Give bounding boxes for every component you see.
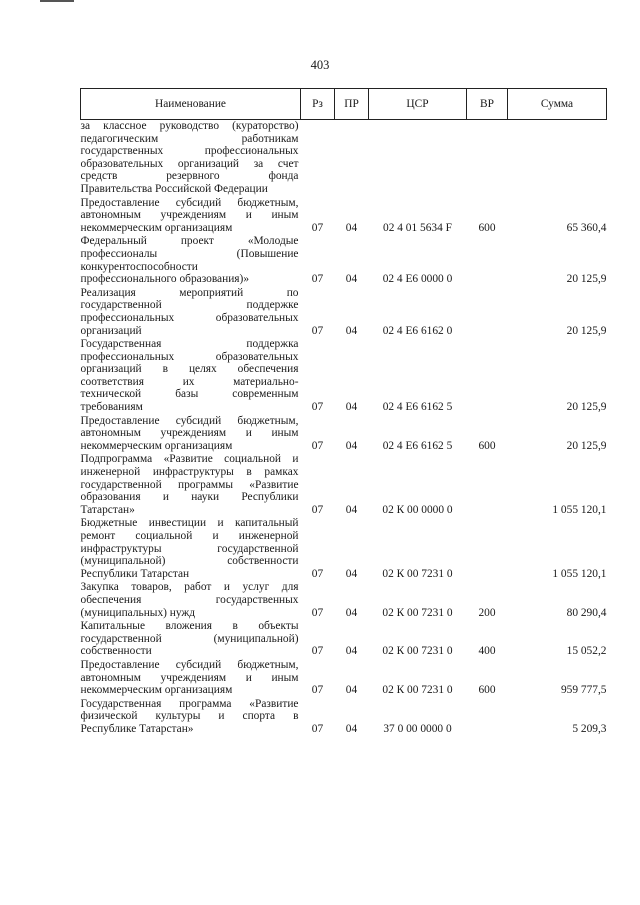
row-pr: 04	[345, 221, 358, 234]
row-name	[81, 698, 301, 737]
row-pr: 04	[345, 606, 358, 619]
row-name-line: педагогическим работникам	[80, 132, 299, 145]
row-name	[81, 197, 301, 236]
row-name-line: организаций	[80, 324, 142, 337]
row-sum: 80 290,4	[566, 606, 607, 619]
row-rz: 07	[311, 439, 324, 452]
row-rz: 07	[311, 221, 324, 234]
row-name-line: физической культуры и спорта в	[80, 710, 299, 723]
row-name-line: организаций в целях обеспечения	[80, 363, 299, 376]
row-name-line: профессиональных образовательных	[80, 350, 299, 363]
row-name-line: технической базы современным	[80, 388, 299, 401]
row-vr	[467, 235, 508, 286]
header-vr: ВР	[467, 89, 508, 120]
row-rz: 07	[311, 567, 324, 580]
table-row	[81, 581, 607, 620]
row-vr	[467, 287, 508, 338]
row-pr: 04	[345, 439, 358, 452]
row-csr: 02 К 00 7231 0	[382, 645, 453, 658]
row-name-line: соответствия их материально-	[80, 375, 299, 388]
row-rz: 07	[311, 503, 324, 516]
table-row	[81, 453, 607, 517]
table-row	[81, 197, 607, 236]
row-name-line: Республике Татарстан»	[80, 722, 194, 735]
row-pr: 04	[345, 401, 358, 414]
row-name-line: профессионалы (Повышение	[80, 247, 299, 260]
row-name-line: инженерной инфраструктуры в рамках	[80, 466, 299, 479]
row-name-line: автономным учреждениям и иным	[80, 209, 299, 222]
row-name-line: Реализация мероприятий по	[80, 286, 299, 299]
table-row	[81, 120, 607, 197]
table-row	[81, 235, 607, 286]
row-vr: 600	[478, 221, 496, 234]
row-name-line: образования и науки Республики	[80, 491, 299, 504]
row-sum: 20 125,9	[566, 324, 607, 337]
row-name-line: собственности	[80, 645, 152, 658]
row-sum: 1 055 120,1	[552, 567, 607, 580]
row-csr: 02 К 00 7231 0	[382, 606, 453, 619]
header-csr: ЦСР	[369, 89, 467, 120]
row-sum: 65 360,4	[566, 221, 607, 234]
row-sum: 20 125,9	[566, 401, 607, 414]
row-rz: 07	[311, 401, 324, 414]
scan-mark	[40, 0, 74, 2]
row-sum: 5 209,3	[572, 722, 607, 735]
row-vr	[467, 120, 508, 197]
row-rz	[301, 120, 335, 197]
row-name-line: Татарстан»	[80, 503, 135, 516]
table-row	[81, 338, 607, 415]
row-rz: 07	[311, 645, 324, 658]
row-name-line: конкурентоспособности	[80, 260, 198, 273]
row-name-line: Правительства Российской Федерации	[80, 182, 268, 195]
row-name-line: Предоставление субсидий бюджетным,	[80, 196, 299, 209]
row-name-line: Закупка товаров, работ и услуг для	[80, 581, 299, 594]
row-rz: 07	[311, 324, 324, 337]
row-name-line: Государственная поддержка	[80, 338, 299, 351]
row-rz: 07	[311, 273, 324, 286]
table-body	[81, 120, 607, 737]
row-pr: 04	[345, 324, 358, 337]
row-name	[81, 338, 301, 415]
row-csr: 02 К 00 7231 0	[382, 567, 453, 580]
table-header-row	[81, 89, 607, 120]
row-name-line: некоммерческим организациям	[80, 221, 233, 234]
row-csr: 02 К 00 7231 0	[382, 684, 453, 697]
row-csr: 02 4 Е6 6162 5	[382, 401, 453, 414]
row-pr: 04	[345, 645, 358, 658]
row-name-line: Подпрограмма «Развитие социальной и	[80, 453, 299, 466]
page-number: 403	[310, 58, 330, 72]
row-name-line: государственной (муниципальной)	[80, 632, 299, 645]
row-csr: 02 4 Е6 0000 0	[382, 273, 453, 286]
row-name	[81, 415, 301, 454]
row-name-line: автономным учреждениям и иным	[80, 427, 299, 440]
row-csr: 37 0 00 0000 0	[383, 722, 452, 735]
row-csr: 02 4 Е6 6162 0	[382, 324, 453, 337]
budget-table	[80, 88, 607, 737]
row-name-line: государственной поддержке	[80, 299, 299, 312]
row-name-line: за классное руководство (кураторство)	[80, 120, 299, 132]
row-name-line: государственных профессиональных	[80, 145, 299, 158]
row-sum: 959 777,5	[560, 684, 607, 697]
row-rz: 07	[311, 722, 324, 735]
row-name-line: государственной программы «Развитие	[80, 478, 299, 491]
row-name-line: (муниципальных) нужд	[80, 606, 196, 619]
row-rz: 07	[311, 606, 324, 619]
table-row	[81, 287, 607, 338]
row-name-line: Республики Татарстан	[80, 567, 190, 580]
row-pr	[335, 120, 369, 197]
table-row	[81, 620, 607, 659]
row-pr: 04	[345, 567, 358, 580]
row-name-line: Федеральный проект «Молодые	[80, 235, 299, 248]
row-name-line: Предоставление субсидий бюджетным,	[80, 414, 299, 427]
row-name-line: профессионального образования)»	[80, 273, 250, 286]
row-name-line: некоммерческим организациям	[80, 439, 233, 452]
row-name-line: инфраструктуры государственной	[80, 542, 299, 555]
row-vr	[467, 453, 508, 517]
row-sum: 20 125,9	[566, 439, 607, 452]
table-row	[81, 415, 607, 454]
row-csr	[369, 120, 467, 197]
row-name-line: образовательных организаций за счет	[80, 157, 299, 170]
row-vr: 600	[478, 439, 496, 452]
row-sum: 1 055 120,1	[552, 503, 607, 516]
row-csr: 02 4 01 5634 F	[383, 221, 452, 234]
row-name-line: (муниципальной) собственности	[80, 555, 299, 568]
row-name-line: автономным учреждениям и иным	[80, 671, 299, 684]
row-name-line: ремонт социальной и инженерной	[80, 530, 299, 542]
row-name-line: Капитальные вложения в объекты	[80, 620, 299, 633]
row-name	[81, 287, 301, 338]
row-sum: 15 052,2	[566, 645, 607, 658]
row-name-line: обеспечения государственных	[80, 593, 299, 606]
row-vr: 200	[478, 606, 496, 619]
row-name	[81, 453, 301, 517]
row-name-line: Бюджетные инвестиции и капитальный	[80, 517, 299, 530]
row-name-line: Государственная программа «Развитие	[80, 697, 299, 710]
row-name	[81, 581, 301, 620]
row-name	[81, 659, 301, 698]
table-row	[81, 517, 607, 581]
header-sum: Сумма	[508, 89, 607, 120]
row-name	[81, 517, 301, 581]
row-vr	[467, 338, 508, 415]
row-sum: 20 125,9	[566, 273, 607, 286]
row-name-line: профессиональных образовательных	[80, 311, 299, 324]
row-vr	[467, 698, 508, 737]
table-row	[81, 698, 607, 737]
row-pr: 04	[345, 684, 358, 697]
row-csr: 02 К 00 0000 0	[382, 503, 453, 516]
row-name	[81, 120, 301, 197]
row-name	[81, 620, 301, 659]
header-rz: Рз	[301, 89, 335, 120]
row-vr: 600	[478, 684, 496, 697]
row-name	[81, 235, 301, 286]
row-pr: 04	[345, 503, 358, 516]
row-pr: 04	[345, 273, 358, 286]
row-vr: 400	[478, 645, 496, 658]
row-rz: 07	[311, 684, 324, 697]
table-row	[81, 659, 607, 698]
row-pr: 04	[345, 722, 358, 735]
row-name-line: средств резервного фонда	[80, 170, 299, 183]
row-csr: 02 4 Е6 6162 5	[382, 439, 453, 452]
row-name-line: требованиям	[80, 401, 143, 414]
row-name-line: Предоставление субсидий бюджетным,	[80, 658, 299, 671]
header-name: Наименование	[81, 89, 301, 120]
row-name-line: некоммерческим организациям	[80, 684, 233, 697]
row-sum	[508, 120, 607, 197]
header-pr: ПР	[335, 89, 369, 120]
row-vr	[467, 517, 508, 581]
